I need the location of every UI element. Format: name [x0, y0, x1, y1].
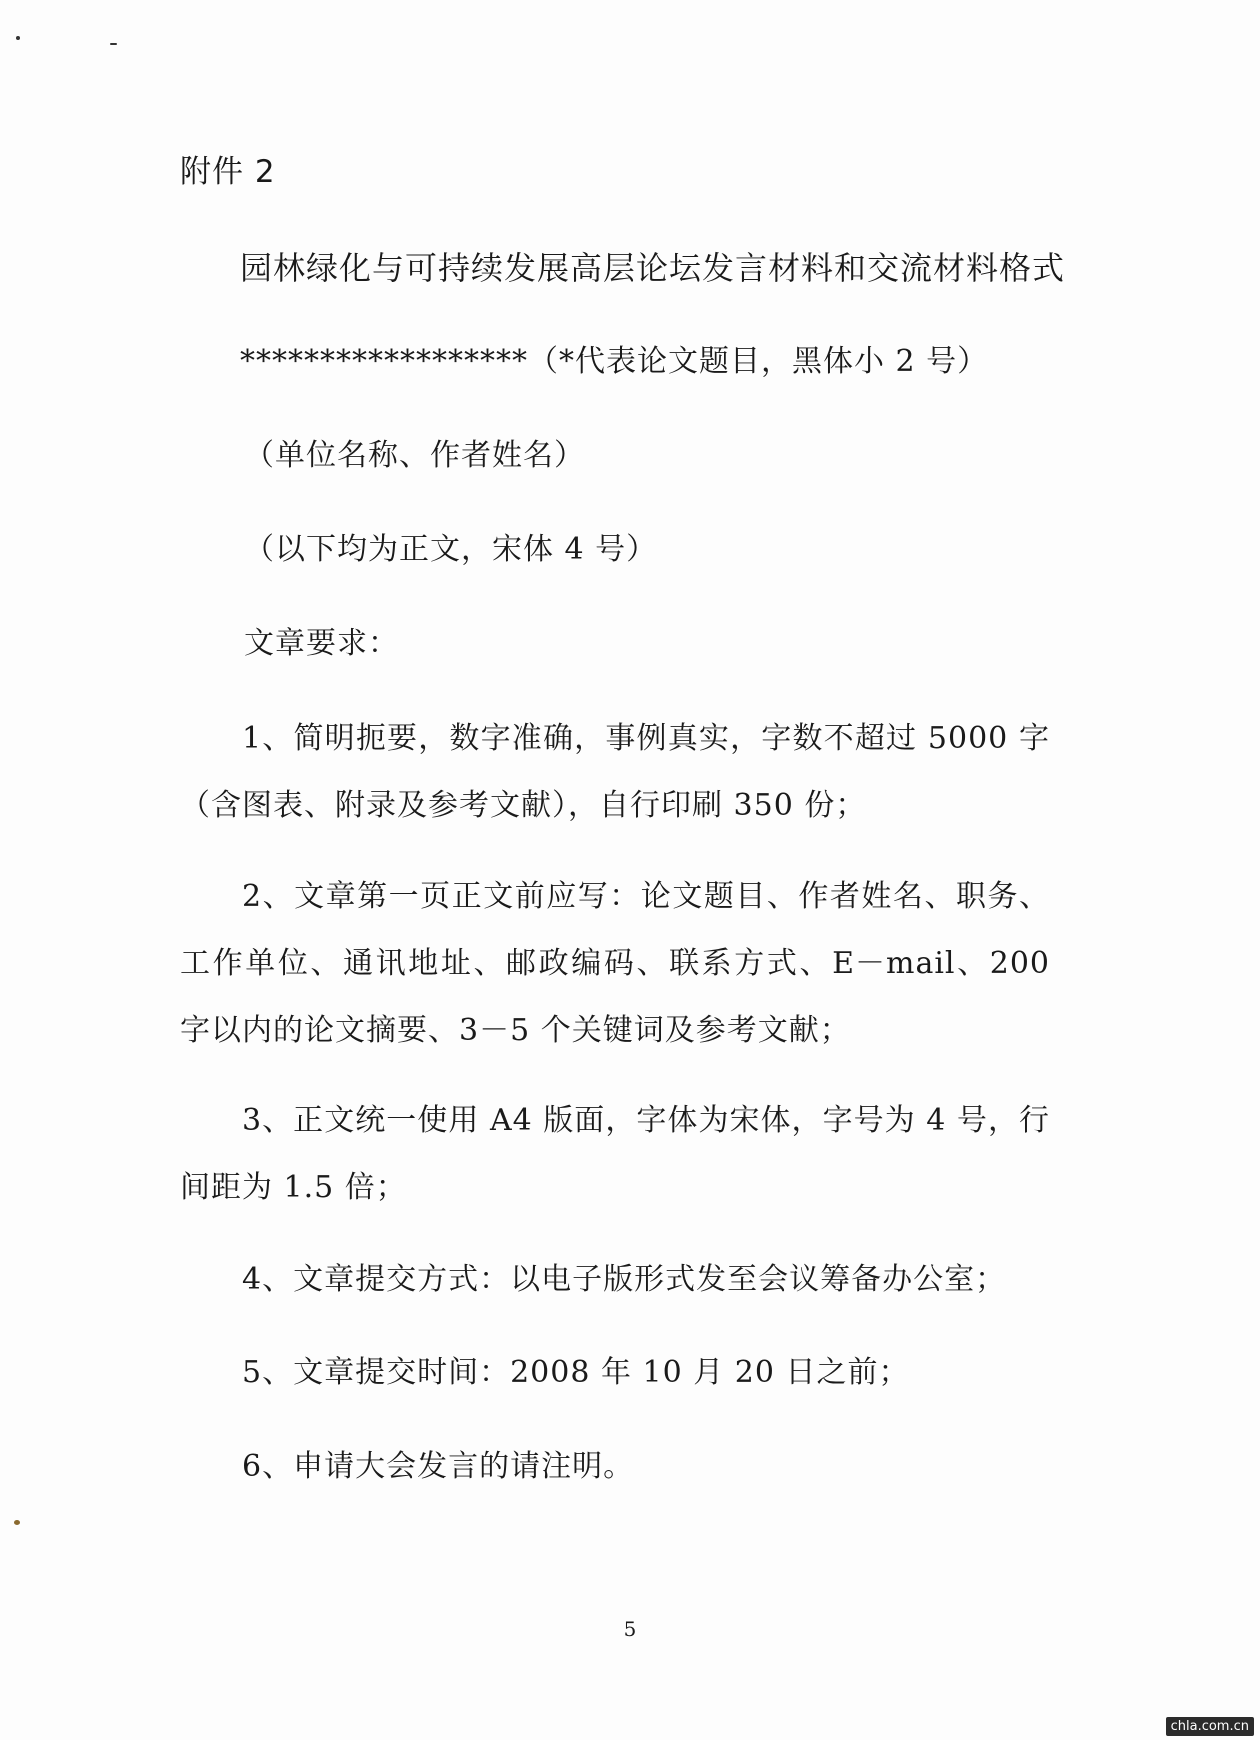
scan-speck — [14, 1520, 20, 1525]
attachment-label: 附件 2 — [180, 154, 276, 190]
requirement-item: 2、文章第一页正文前应写：论文题目、作者姓名、职务、工作单位、通讯地址、邮政编码、联系方式、E－mail、200 字以内的论文摘要、3－5 个关键词及参考文献； — [180, 879, 1050, 1048]
scan-speck — [110, 43, 117, 45]
requirement-item: 5、文章提交时间：2008 年 10 月 20 日之前； — [242, 1355, 910, 1390]
requirement-item: 3、正文统一使用 A4 版面，字体为宋体，字号为 4 号，行间距为 1.5 倍； — [180, 1103, 1050, 1205]
body-placeholder: （以下均为正文，宋体 4 号） — [244, 532, 658, 567]
requirement-item: 1、简明扼要，数字准确，事例真实，字数不超过 5000 字（含图表、附录及参考文献），自行印刷 350 份； — [180, 721, 1050, 823]
requirement-item: 6、申请大会发言的请注明。 — [242, 1449, 635, 1484]
requirements-heading: 文章要求： — [244, 626, 399, 661]
requirement-item: 4、文章提交方式：以电子版形式发至会议筹备办公室； — [242, 1262, 1007, 1297]
scan-speck — [16, 36, 20, 40]
document-title: 园林绿化与可持续发展高层论坛发言材料和交流材料格式 — [240, 249, 1066, 287]
page-number: 5 — [623, 1617, 637, 1641]
paper-title-placeholder: ******************（*代表论文题目，黑体小 2 号） — [240, 344, 989, 379]
author-placeholder: （单位名称、作者姓名） — [244, 438, 585, 473]
site-watermark: chla.com.cn — [1166, 1717, 1254, 1736]
